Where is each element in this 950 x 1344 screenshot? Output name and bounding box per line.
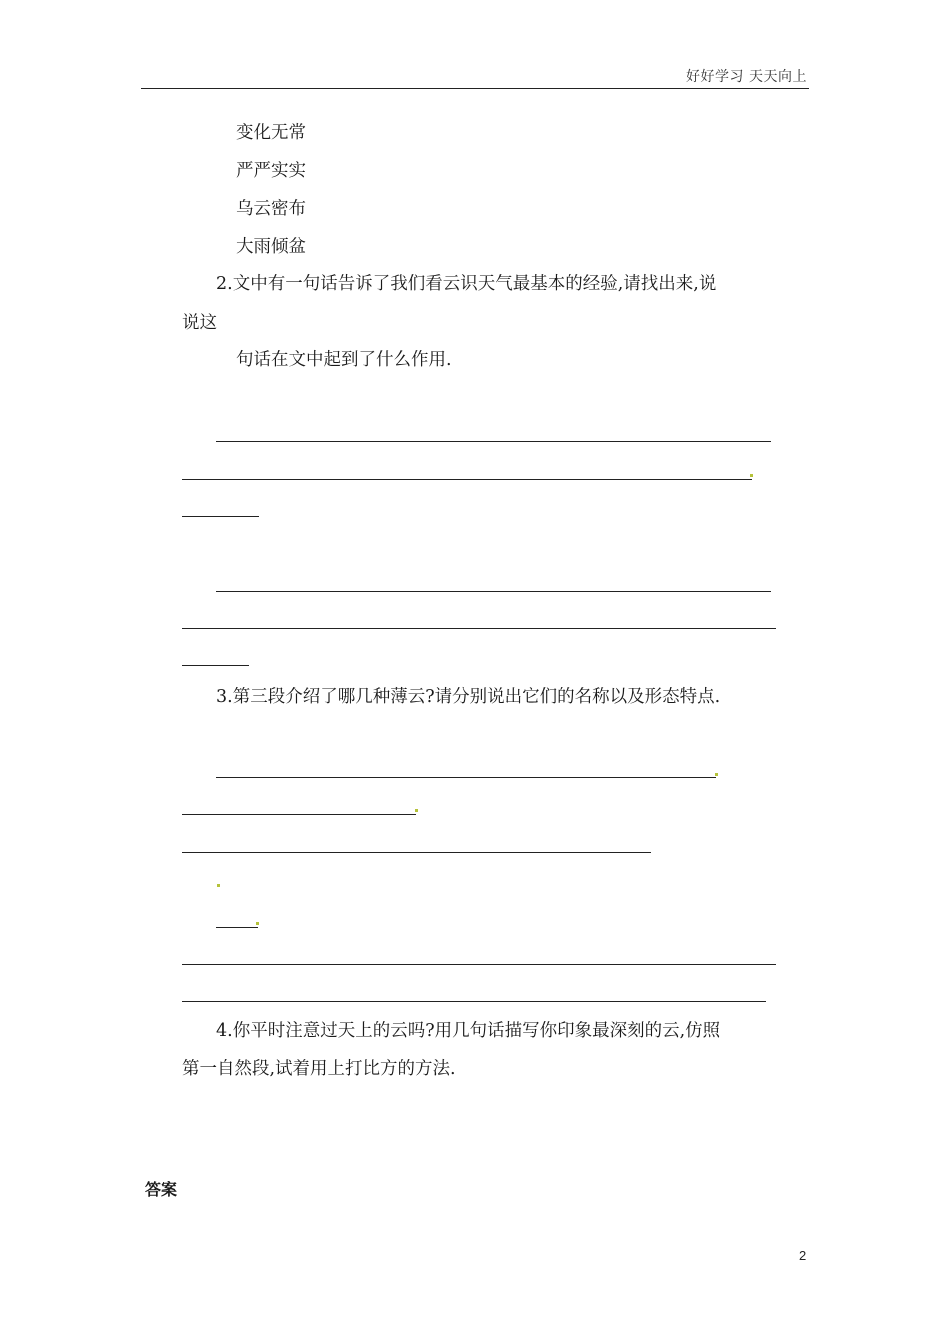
page-number: 2 <box>799 1248 807 1263</box>
answer-section-title: 答案 <box>145 1180 178 1199</box>
question-2-line-3: 句话在文中起到了什么作用. <box>236 350 452 370</box>
answer-line[interactable] <box>216 441 771 442</box>
answer-line[interactable] <box>216 927 258 928</box>
highlight-mark <box>415 809 418 812</box>
answer-line[interactable] <box>182 665 249 666</box>
option-item: 变化无常 <box>236 123 306 143</box>
answer-line[interactable] <box>182 479 752 480</box>
option-item: 乌云密布 <box>236 199 306 219</box>
highlight-mark <box>256 922 259 925</box>
answer-line[interactable] <box>182 516 259 517</box>
answer-line[interactable] <box>182 628 776 629</box>
option-item: 严严实实 <box>236 161 306 181</box>
answer-line[interactable] <box>182 964 776 965</box>
question-3-line-1: 3.第三段介绍了哪几种薄云?请分别说出它们的名称以及形态特点. <box>216 687 721 707</box>
answer-line[interactable] <box>216 777 716 778</box>
answer-line[interactable] <box>182 1001 766 1002</box>
highlight-mark <box>715 773 718 776</box>
page-header-text: 好好学习 天天向上 <box>686 69 807 85</box>
question-2-line-2: 说这 <box>182 313 217 333</box>
header-rule <box>141 88 809 89</box>
question-4-line-1: 4.你平时注意过天上的云吗?用几句话描写你印象最深刻的云,仿照 <box>216 1021 721 1041</box>
question-2-line-1: 2.文中有一句话告诉了我们看云识天气最基本的经验,请找出来,说 <box>216 274 717 294</box>
question-4-line-2: 第一自然段,试着用上打比方的方法. <box>182 1059 456 1079</box>
option-item: 大雨倾盆 <box>236 237 306 257</box>
answer-line[interactable] <box>182 852 651 853</box>
answer-line[interactable] <box>216 591 771 592</box>
answer-line[interactable] <box>182 814 416 815</box>
highlight-mark <box>217 884 220 887</box>
highlight-mark <box>750 474 753 477</box>
